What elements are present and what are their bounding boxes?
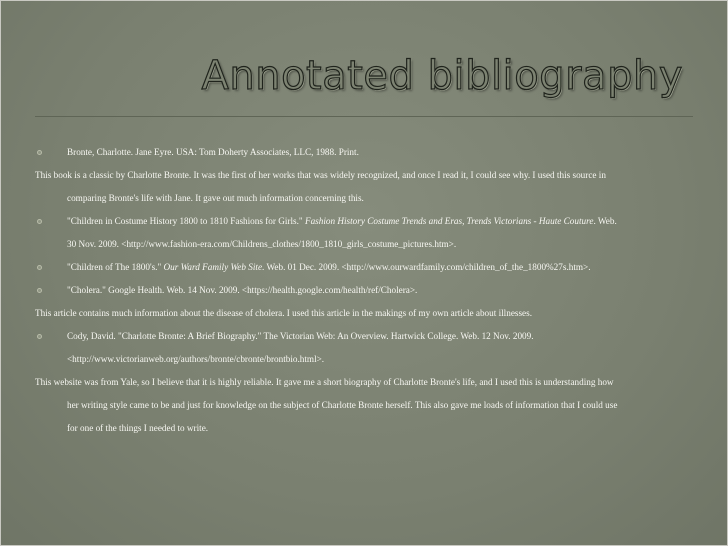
bib-entry-jane-eyre (35, 141, 697, 164)
annotation-text: This article contains much information about the disease of cholera. I used this article in the makings of my own article about illnesses. (35, 308, 533, 318)
bib-entry-italic-title: Fashion History Costume Trends and Eras, Trends Victorians - Haute Couture (304, 216, 594, 226)
bib-entry-text: "Children of The 1800's." (67, 262, 164, 272)
bib-entry-children-costume-cont (35, 233, 697, 256)
bib-entry-text: 30 Nov. 2009. <http://www.fashion-era.com/Childrens_clothes/1800_1810_girls_costume_pictures.htm>. (67, 239, 457, 249)
bib-entry-text: . Web. (593, 216, 617, 226)
bullet-icon (37, 219, 42, 224)
annotation-text: her writing style came to be and just for knowledge on the subject of Charlotte Bronte herself. This also gave me loads of information that I could use (67, 400, 618, 410)
bib-entry-cholera (35, 279, 697, 302)
annotation-cholera (35, 302, 697, 325)
annotation-cody-biography (35, 371, 697, 394)
annotation-jane-eyre (35, 164, 697, 187)
annotation-text: This website was from Yale, so I believe that it is highly reliable. It gave me a short biography of Charlotte Bronte's life, and I used this is understanding how (35, 377, 614, 387)
bib-entry-text: Bronte, Charlotte. Jane Eyre. USA: Tom Doherty Associates, LLC, 1988. Print. (67, 147, 359, 157)
bib-entry-children-1800s (35, 256, 697, 279)
bullet-icon (37, 150, 42, 155)
annotation-text: This book is a classic by Charlotte Bronte. It was the first of her works that was widely recognized, and once I read it, I could see why. I used this source in (35, 170, 606, 180)
bullet-icon (37, 334, 42, 339)
annotation-jane-eyre-cont (35, 187, 697, 210)
bib-entry-italic-title: Our Ward Family Web Site (163, 262, 263, 272)
bibliography-content (35, 141, 697, 440)
annotation-text: comparing Bronte's life with Jane. It gave out much information concerning this. (67, 193, 364, 203)
bib-entry-text: Cody, David. "Charlotte Bronte: A Brief Biography." The Victorian Web: An Overview. Hartwick College. Web. 12 Nov. 2009. (67, 331, 534, 341)
bib-entry-text: "Children in Costume History 1800 to 1810 Fashions for Girls." (67, 216, 305, 226)
title-divider (35, 116, 693, 117)
bib-entry-children-costume (35, 210, 697, 233)
bib-entry-cody-biography (35, 325, 697, 348)
bib-entry-text: "Cholera." Google Health. Web. 14 Nov. 2009. <https://health.google.com/health/ref/Cholera>. (67, 285, 418, 295)
bullet-icon (37, 265, 42, 270)
bullet-icon (37, 288, 42, 293)
annotation-cody-biography-cont2 (35, 417, 697, 440)
bib-entry-text: . Web. 01 Dec. 2009. <http://www.ourwardfamily.com/children_of_the_1800%27s.htm>. (262, 262, 591, 272)
annotation-cody-biography-cont (35, 394, 697, 417)
slide-title: Annotated bibliography (201, 53, 683, 99)
annotation-text: for one of the things I needed to write. (67, 423, 209, 433)
bib-entry-cody-biography-cont (35, 348, 697, 371)
bib-entry-text: <http://www.victorianweb.org/authors/bronte/cbronte/brontbio.html>. (67, 354, 325, 364)
